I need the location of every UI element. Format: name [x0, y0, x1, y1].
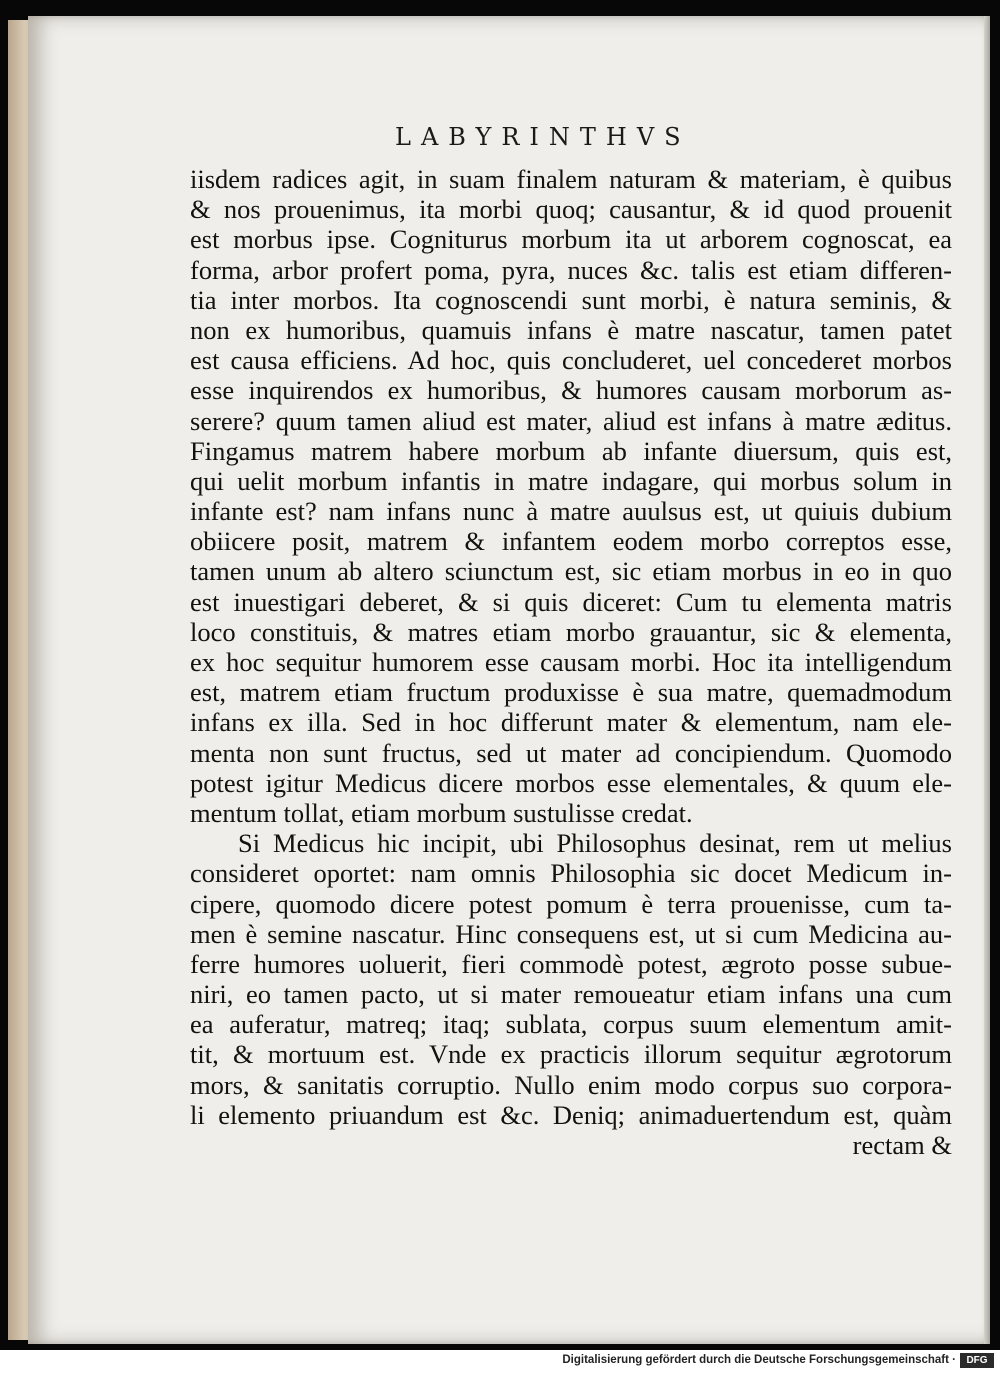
catchword: rectam &	[852, 1130, 952, 1160]
text-line: est, matrem etiam fructum produxisse è sua matre, quemadmodum	[190, 677, 952, 708]
text-line: esse inquirendos ex humoribus, & humores causam morborum as-	[190, 375, 952, 406]
text-line: cipere, quomodo dicere potest pomum è terra prouenisse, cum ta-	[190, 888, 952, 919]
text-line: mentum tollat, etiam morbum sustulisse credat.	[190, 797, 693, 828]
text-line: tamen unum ab altero sciunctum est, sic etiam morbus in eo in quo	[190, 556, 952, 587]
dfg-logo: DFG	[960, 1353, 994, 1368]
text-line: menta non sunt fructus, sed ut mater ad concipiendum. Quomodo	[190, 737, 952, 768]
text-line: est morbus ipse. Cogniturus morbum ita ut arborem cognoscat, ea	[190, 224, 952, 255]
text-line: qui uelit morbum infantis in matre indagare, qui morbus solum in	[190, 465, 952, 496]
text-line: est inuestigari deberet, & si quis diceret: Cum tu elementa matris	[190, 586, 952, 617]
text-line: tit, & mortuum est. Vnde ex practicis illorum sequitur ægrotorum	[190, 1039, 952, 1070]
text-line: tia inter morbos. Ita cognoscendi sunt morbi, è natura seminis, &	[190, 284, 952, 315]
text-line: potest igitur Medicus dicere morbos esse elementales, & quum ele-	[190, 767, 952, 798]
text-line: ea auferatur, matreq; itaq; sublata, corpus suum elementum amit-	[190, 1009, 952, 1040]
text-line: ferre humores uoluerit, fieri commodè potest, ægroto posse subue-	[190, 948, 952, 979]
text-line: men è semine nascatur. Hinc consequens est, ut si cum Medicina au-	[190, 918, 952, 949]
digitization-footer	[0, 1350, 1000, 1373]
running-head: LABYRINTHVS	[395, 123, 691, 151]
text-line: & nos prouenimus, ita morbi quoq; causantur, & id quod prouenit	[190, 194, 952, 225]
text-line: est causa efficiens. Ad hoc, quis concluderet, uel concederet morbos	[190, 345, 952, 376]
text-line: infans ex illa. Sed in hoc differunt mater & elementum, nam ele-	[190, 707, 952, 738]
text-line: obiicere posit, matrem & infantem eodem morbo correptos esse,	[190, 526, 952, 557]
text-line: infante est? nam infans nunc à matre auulsus est, ut quiuis dubium	[190, 496, 952, 527]
text-line: loco constituis, & matres etiam morbo grauantur, sic & elementa,	[190, 616, 952, 647]
funding-credit: Digitalisierung gefördert durch die Deutsche Forschungsgemeinschaft ·	[562, 1354, 956, 1366]
text-line: consideret oportet: nam omnis Philosophia sic docet Medicum in-	[190, 858, 952, 889]
text-line: iisdem radices agit, in suam finalem naturam & materiam, è quibus	[190, 164, 952, 194]
text-line: li elemento priuandum est &c. Deniq; animaduertendum est, quàm	[190, 1099, 952, 1130]
text-line: serere? quum tamen aliud est mater, aliud est infans à matre æditus.	[190, 405, 952, 436]
text-line: niri, eo tamen pacto, ut si mater remoueatur etiam infans una cum	[190, 979, 952, 1010]
text-line: Si Medicus hic incipit, ubi Philosophus desinat, rem ut melius	[238, 828, 952, 859]
text-line: forma, arbor profert poma, pyra, nuces &c. talis est etiam differen-	[190, 254, 952, 285]
text-line: mors, & sanitatis corruptio. Nullo enim modo corpus suo corpora-	[190, 1069, 952, 1100]
text-line: Fingamus matrem habere morbum ab infante diuersum, quis est,	[190, 435, 952, 466]
text-line: ex hoc sequitur humorem esse causam morbi. Hoc ita intelligendum	[190, 647, 952, 677]
text-line: non ex humoribus, quamuis infans è matre nascatur, tamen patet	[190, 314, 952, 345]
body-text	[190, 164, 952, 1160]
page-edge	[984, 16, 990, 1344]
